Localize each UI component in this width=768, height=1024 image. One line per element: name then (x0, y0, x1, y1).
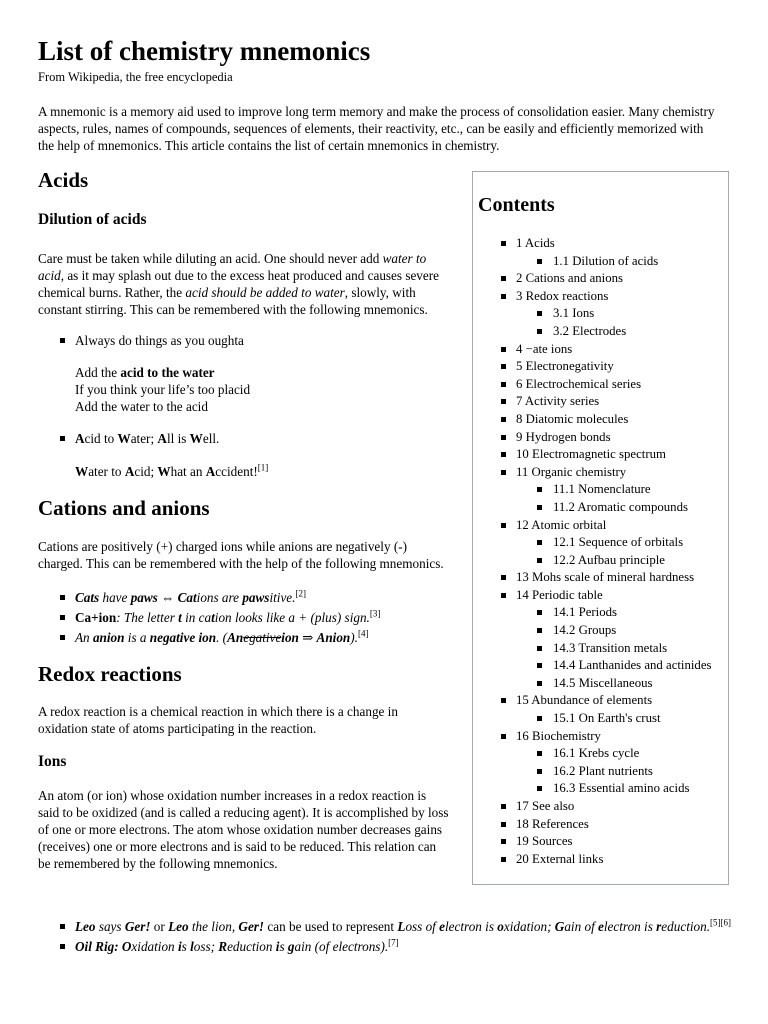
cations-paragraph: Cations are positively (+) charged ions while anions are negatively (-) charged. This can be remembered with the help of the following mnemonics. (38, 539, 444, 571)
toc-item[interactable]: 2 Cations and anions (473, 270, 728, 288)
section-heading-acids: Acids (38, 168, 89, 192)
reference-link[interactable]: [7] (388, 937, 399, 948)
toc-item[interactable]: 16 Biochemistry (473, 728, 728, 746)
verse: Water to Acid; What an Accident![1] (75, 462, 269, 479)
section-heading-redox: Redox reactions (38, 662, 182, 686)
toc-item[interactable]: 18 References (473, 816, 728, 834)
toc-item[interactable]: 16.2 Plant nutrients (473, 763, 728, 781)
subsection-heading-dilution: Dilution of acids (38, 211, 147, 228)
toc-item[interactable]: 1 Acids (473, 235, 728, 253)
toc-title: Contents (478, 194, 555, 216)
toc-item[interactable]: 1.1 Dilution of acids (473, 253, 728, 271)
redox-paragraph: A redox reaction is a chemical reaction in which there is a change in oxidation state of atoms participating in the reaction. (38, 704, 398, 736)
toc-item[interactable]: 14.3 Transition metals (473, 640, 728, 658)
verse-line: If you think your life’s too placid (75, 382, 251, 397)
toc-item[interactable]: 20 External links (473, 851, 728, 869)
list-item: Acid to Water; All is Well. (38, 430, 450, 447)
dilution-paragraph: Care must be taken while diluting an acid. One should never add water to acid, as it may splash out due to the excess heat produced and causes severe chemical burns. Rather, the acid should be added to water, slowly, with constant stirring. This can be remembered with the following mnemonics. (38, 251, 440, 317)
cations-mnemonics (38, 589, 450, 646)
toc-item[interactable]: 6 Electrochemical series (473, 376, 728, 394)
toc-item[interactable]: 12.2 Aufbau principle (473, 552, 728, 570)
toc-item[interactable]: 4 −ate ions (473, 341, 728, 359)
toc-item[interactable]: 12.1 Sequence of orbitals (473, 534, 728, 552)
verse (38, 364, 450, 415)
reference-link[interactable]: [3] (369, 608, 381, 619)
toc-item[interactable]: 12 Atomic orbital (473, 517, 728, 535)
ions-paragraph: An atom (or ion) whose oxidation number increases in a redox reaction is said to be oxidized (and is called a reducing agent). It is accomplished by loss of one or more electrons. The atom whose oxidation number decreases gains (receives) one or more electrons and is said to be reduced. This relation can be remembered by the following mnemonics. (38, 788, 449, 871)
toc-item[interactable]: 7 Activity series (473, 393, 728, 411)
table-of-contents (472, 171, 729, 885)
toc-item[interactable]: 16.3 Essential amino acids (473, 780, 728, 798)
dilution-mnemonics (38, 332, 450, 349)
toc-item[interactable]: 16.1 Krebs cycle (473, 745, 728, 763)
toc-item[interactable]: 11.2 Aromatic compounds (473, 499, 728, 517)
reference-link[interactable]: [4] (357, 628, 369, 639)
site-subtitle: From Wikipedia, the free encyclopedia (38, 70, 233, 84)
reference-link[interactable]: [1] (257, 462, 269, 473)
intro-paragraph: A mnemonic is a memory aid used to improve long term memory and make the process of consolidation easier. Many chemistry aspects, rules, names of compounds, sequences of elements, their reactivity, etc., can be easily and efficiently memorized with the help of mnemonics. This article contains the list of certain mnemonics in chemistry. (38, 104, 715, 153)
toc-item[interactable]: 14.5 Miscellaneous (473, 675, 728, 693)
dilution-mnemonics-2 (38, 430, 450, 447)
toc-item[interactable]: 14 Periodic table (473, 587, 728, 605)
toc-item[interactable]: 11 Organic chemistry (473, 464, 728, 482)
subsection-heading-ions: Ions (38, 753, 67, 770)
ions-mnemonics (38, 918, 736, 955)
list-item: Ca+ion: The letter t in cation looks like a + (plus) sign.[3] (38, 609, 450, 626)
toc-item[interactable]: 11.1 Nomenclature (473, 481, 728, 499)
left-column (38, 164, 450, 872)
toc-item[interactable]: 14.4 Lanthanides and actinides (473, 657, 728, 675)
page-title: List of chemistry mnemonics (38, 36, 371, 66)
toc-item[interactable]: 14.2 Groups (473, 622, 728, 640)
toc-item[interactable]: 15 Abundance of elements (473, 692, 728, 710)
list-item: Cats have paws ⇔ Cations are pawsitive.[2] (38, 589, 450, 606)
toc-item[interactable]: 8 Diatomic molecules (473, 411, 728, 429)
section-heading-cations: Cations and anions (38, 496, 210, 520)
toc-item[interactable]: 17 See also (473, 798, 728, 816)
article (38, 34, 736, 954)
toc-item[interactable]: 14.1 Periods (473, 604, 728, 622)
verse-line: Add the acid to the water (75, 365, 215, 380)
toc-item[interactable]: 15.1 On Earth's crust (473, 710, 728, 728)
list-item: Leo says Ger! or Leo the lion, Ger! can be used to represent Loss of electron is oxidation; Gain of electron is reduction.[5][6] (38, 918, 736, 935)
toc-item[interactable]: 13 Mohs scale of mineral hardness (473, 569, 728, 587)
list-item: Oil Rig: Oxidation is loss; Reduction is gain (of electrons).[7] (38, 938, 736, 955)
toc-list (473, 235, 728, 868)
toc-item[interactable]: 3 Redox reactions (473, 288, 728, 306)
toc-item[interactable]: 9 Hydrogen bonds (473, 429, 728, 447)
reference-link[interactable]: [5][6] (710, 917, 732, 928)
toc-item[interactable]: 3.1 Ions (473, 305, 728, 323)
toc-item[interactable]: 10 Electromagnetic spectrum (473, 446, 728, 464)
toc-item[interactable]: 3.2 Electrodes (473, 323, 728, 341)
toc-item[interactable]: 19 Sources (473, 833, 728, 851)
list-item: Always do things as you oughta (38, 332, 450, 349)
list-item: An anion is a negative ion. (Anegativeion ⇒ Anion).[4] (38, 629, 450, 646)
bottom-mnemonics (38, 918, 736, 955)
toc-item[interactable]: 5 Electronegativity (473, 358, 728, 376)
reference-link[interactable]: [2] (295, 588, 306, 599)
verse-line: Add the water to the acid (75, 399, 208, 414)
